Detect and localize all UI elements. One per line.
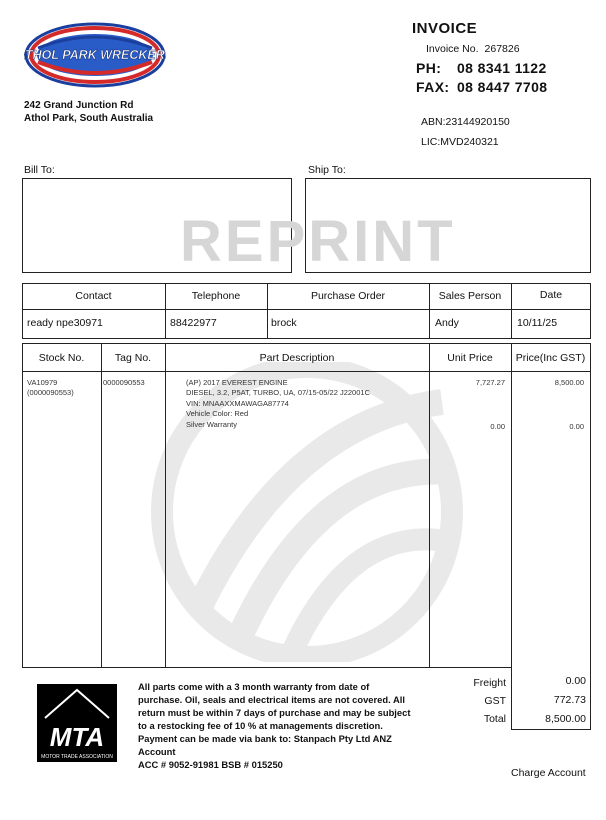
fax-line	[416, 79, 547, 95]
date-value: 10/11/25	[517, 317, 558, 329]
desc-line: Vehicle Color: Red	[186, 409, 249, 419]
abn: ABN:23144920150	[421, 116, 510, 128]
invoice-number	[426, 43, 520, 55]
bill-to-label: Bill To:	[24, 164, 55, 176]
stock-no-value: VA10979	[27, 378, 58, 387]
purchase-order-value: brock	[271, 317, 297, 329]
reprint-watermark: REPRINT	[180, 209, 456, 274]
desc-line: Silver Warranty	[186, 419, 237, 429]
header-stock-no: Stock No.	[38, 352, 85, 364]
telephone-value: 88422977	[170, 317, 217, 329]
total-label: Total	[483, 713, 506, 725]
phone-value: 08 8341 1122	[457, 60, 547, 76]
desc-line: DIESEL, 3.2, P5AT, TURBO, UA, 07/15-05/22 J22001C	[186, 388, 370, 398]
invoice-number-label: Invoice No.	[426, 43, 479, 55]
header-price-inc-gst: Price(Inc GST)	[515, 352, 586, 364]
charge-account: Charge Account	[511, 767, 586, 779]
freight-value: 0.00	[565, 675, 586, 687]
gst-label: GST	[484, 695, 506, 707]
bank-details: ACC # 9052-91981 BSB # 015250	[138, 759, 283, 770]
contact-value: ready npe30971	[27, 317, 103, 329]
stock-sub-value: (0000090553)	[27, 388, 74, 397]
sales-person-value: Andy	[435, 317, 459, 329]
header-sales-person: Sales Person	[438, 290, 502, 302]
address-line-1: 242 Grand Junction Rd	[24, 100, 134, 111]
fax-label: FAX:	[416, 79, 450, 95]
header-telephone: Telephone	[191, 290, 241, 302]
price-1: 8,500.00	[554, 378, 584, 387]
header-unit-price: Unit Price	[447, 352, 493, 364]
unit-price-2: 0.00	[490, 422, 505, 431]
invoice-title: INVOICE	[412, 20, 478, 37]
logo-text: ATHOL PARK WRECKERS	[24, 48, 166, 62]
gst-value: 772.73	[553, 694, 586, 706]
header-date: Date	[539, 289, 563, 301]
header-part-description: Part Description	[259, 352, 335, 364]
unit-price-1: 7,727.27	[475, 378, 505, 387]
mta-logo-text: MTA	[49, 722, 105, 752]
company-address	[24, 99, 153, 125]
desc-line: (AP) 2017 EVEREST ENGINE	[186, 378, 288, 387]
address-line-2: Athol Park, South Australia	[24, 113, 154, 124]
phone-line	[416, 60, 547, 76]
desc-line: VIN: MNAAXXMAWAGA87774	[186, 398, 289, 408]
header-tag-no: Tag No.	[114, 352, 152, 364]
price-2: 0.00	[569, 422, 584, 431]
phone-label: PH:	[416, 60, 442, 76]
mta-logo-sub: MOTOR TRADE ASSOCIATION	[41, 754, 113, 760]
terms-text	[138, 680, 413, 771]
ship-to-label: Ship To:	[308, 164, 346, 176]
company-logo	[24, 22, 166, 88]
invoice-number-value: 267826	[484, 43, 520, 55]
header-purchase-order: Purchase Order	[310, 290, 386, 302]
fax-value: 08 8447 7708	[457, 79, 548, 95]
terms-paragraph: All parts come with a 3 month warranty from date of purchase. Oil, seals and electrical items are not covered. All return must be within 7 days of purchase and may be subject to a restocking fee of 10 % at managements discretion. Payment can be made via bank to: Stanpach Pty Ltd ANZ Account	[138, 681, 411, 757]
header-contact: Contact	[75, 290, 112, 302]
freight-label: Freight	[473, 677, 506, 689]
part-description	[186, 378, 370, 430]
mta-logo	[37, 684, 117, 762]
licence-number: LIC:MVD240321	[421, 136, 499, 148]
tag-no-value: 0000090553	[103, 378, 145, 387]
total-value: 8,500.00	[545, 713, 586, 725]
